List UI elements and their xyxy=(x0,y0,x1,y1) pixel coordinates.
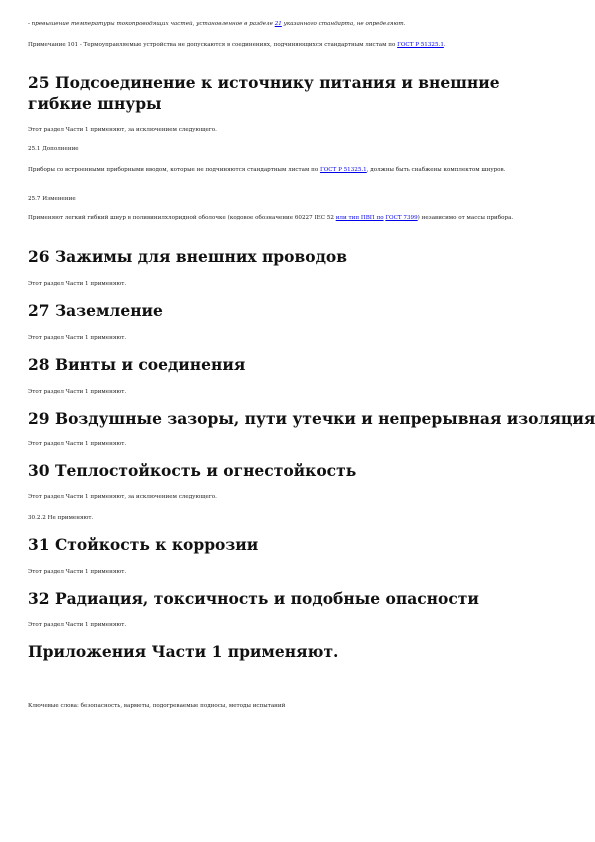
clause-25-1: 25.1 Дополнение xyxy=(28,146,79,152)
heading-section-29: 29 Воздушные зазоры, пути утечки и непрерывная изоляция xyxy=(28,409,595,428)
section-29-text: Этот раздел Части 1 применяют. xyxy=(28,441,127,447)
section-26-text: Этот раздел Части 1 применяют. xyxy=(28,281,127,287)
clause-30-2-2: 30.2.2 Не применяют. xyxy=(28,515,94,521)
section-27-text: Этот раздел Части 1 применяют. xyxy=(28,335,127,341)
section-32-text: Этот раздел Части 1 применяют. xyxy=(28,622,127,628)
section-21-link[interactable]: 21 xyxy=(274,21,282,27)
heading-section-25: 25 Подсоединение к источнику питания и внешние гибкие шнуры xyxy=(28,73,500,113)
gost-51325-link-2[interactable]: ГОСТ Р 51325.1 xyxy=(319,167,367,173)
top-note: - превышение температуры токопроводящих частей, установленное в разделе 21 указанного стандарта, не определяют. xyxy=(28,21,406,27)
heading-section-30: 30 Теплостойкость и огнестойкость xyxy=(28,461,357,480)
clause-25-7-text: Применяют легкий гибкий шнур в поливинилхлоридной оболочке (кодовое обозначение 60227 IEC 52 или тип ПВП по ГОСТ 7399) независимо от массы прибора. xyxy=(28,215,514,221)
note-101: Примечание 101 - Термоуправляемые устройства не допускаются в соединениях, подчиняющихся стандартным листам по ГОСТ Р 51325.1. xyxy=(28,42,446,48)
annex-heading: Приложения Части 1 применяют. xyxy=(28,642,339,661)
heading-section-28: 28 Винты и соединения xyxy=(28,355,246,374)
section-31-text: Этот раздел Части 1 применяют. xyxy=(28,569,127,575)
gost-7399-link[interactable]: ГОСТ 7399 xyxy=(385,215,418,221)
heading-section-26: 26 Зажимы для внешних проводов xyxy=(28,247,348,266)
clause-25-7: 25.7 Изменение xyxy=(28,196,76,202)
clause-25-1-text: Приборы со встроенными приборными вводом, которые не подчиняются стандартным листам по ГОСТ Р 51325.1, должны быть снабжены комплектом шнуров. xyxy=(28,167,506,173)
pvp-type-link[interactable]: или тип ПВП по xyxy=(335,215,384,221)
keywords-line: Ключевые слова: безопасность, варметы, подогреваемые подносы, методы испытаний xyxy=(28,703,286,709)
heading-section-27: 27 Заземление xyxy=(28,301,163,320)
heading-section-32: 32 Радиация, токсичность и подобные опасности xyxy=(28,589,479,608)
section-25-intro: Этот раздел Части 1 применяют, за исключением следующего. xyxy=(28,127,217,133)
heading-section-31: 31 Стойкость к коррозии xyxy=(28,535,259,554)
gost-51325-link[interactable]: ГОСТ Р 51325.1 xyxy=(397,42,444,48)
section-30-text: Этот раздел Части 1 применяют, за исключением следующего. xyxy=(28,494,217,500)
section-28-text: Этот раздел Части 1 применяют. xyxy=(28,389,127,395)
